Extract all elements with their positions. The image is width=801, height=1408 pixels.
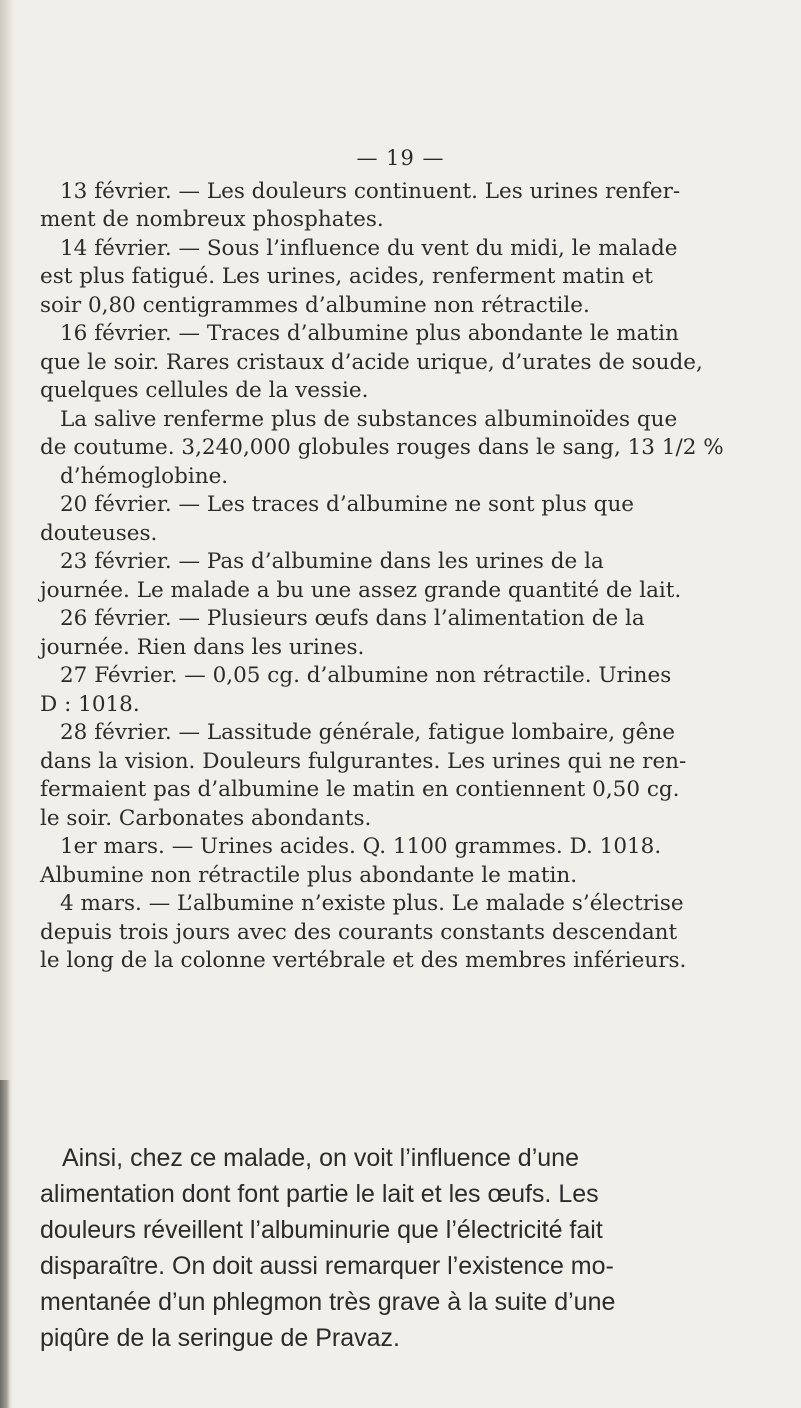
journal-line: D : 1018.: [40, 692, 140, 717]
journal-line: 26 février. — Plusieurs œufs dans l’alimentation de la: [60, 606, 645, 631]
page-number: — 19 —: [356, 146, 445, 170]
journal-line: soir 0,80 centigrammes d’albumine non rétractile.: [40, 293, 590, 318]
conclusion-line: Ainsi, chez ce malade, on voit l’influence d’une: [62, 1144, 579, 1172]
journal-line: 13 février. — Les douleurs continuent. Les urines renfer-: [60, 179, 681, 204]
journal-line: 16 février. — Traces d’albumine plus abondante le matin: [60, 321, 679, 346]
conclusion-line: alimentation dont font partie le lait et les œufs. Les: [40, 1180, 599, 1208]
journal-line: 23 février. — Pas d’albumine dans les urines de la: [60, 549, 604, 574]
journal-line: 4 mars. — L’albumine n’existe plus. Le malade s’électrise: [60, 891, 684, 916]
journal-line: dans la vision. Douleurs fulgurantes. Les urines qui ne ren-: [40, 749, 687, 774]
journal-line: journée. Rien dans les urines.: [40, 635, 365, 660]
journal-line: que le soir. Rares cristaux d’acide urique, d’urates de soude,: [40, 350, 703, 375]
journal-line: 1er mars. — Urines acides. Q. 1100 grammes. D. 1018.: [60, 834, 662, 859]
conclusion-line: mentanée d’un phlegmon très grave à la suite d’une: [40, 1288, 616, 1316]
conclusion-line: disparaître. On doit aussi remarquer l’existence mo-: [40, 1252, 614, 1280]
journal-line: d’hémoglobine.: [60, 464, 229, 489]
journal-line: 20 février. — Les traces d’albumine ne sont plus que: [60, 492, 635, 517]
journal-line: 28 février. — Lassitude générale, fatigue lombaire, gêne: [60, 720, 675, 745]
journal-line: journée. Le malade a bu une assez grande quantité de lait.: [40, 578, 682, 603]
journal-line: fermaient pas d’albumine le matin en contiennent 0,50 cg.: [40, 777, 680, 802]
journal-line: quelques cellules de la vessie.: [40, 378, 369, 403]
journal-line: La salive renferme plus de substances albuminoïdes que: [60, 407, 678, 432]
conclusion-line: piqûre de la seringue de Pravaz.: [40, 1324, 400, 1352]
journal-line: 14 février. — Sous l’influence du vent du midi, le malade: [60, 236, 678, 261]
journal-line: est plus fatigué. Les urines, acides, renferment matin et: [40, 264, 653, 289]
journal-line: Albumine non rétractile plus abondante le matin.: [40, 863, 578, 888]
journal-line: 27 Février. — 0,05 cg. d’albumine non rétractile. Urines: [60, 663, 672, 688]
journal-line: ment de nombreux phosphates.: [40, 207, 384, 232]
binding-shadow: [0, 1080, 10, 1408]
journal-line: douteuses.: [40, 521, 158, 546]
journal-line: depuis trois jours avec des courants constants descendant: [40, 920, 678, 945]
journal-line: le soir. Carbonates abondants.: [40, 806, 372, 831]
conclusion-line: douleurs réveillent l’albuminurie que l’électricité fait: [40, 1216, 603, 1244]
journal-line: le long de la colonne vertébrale et des membres inférieurs.: [40, 948, 687, 973]
journal-line: de coutume. 3,240,000 globules rouges dans le sang, 13 1/2 %: [40, 435, 724, 460]
